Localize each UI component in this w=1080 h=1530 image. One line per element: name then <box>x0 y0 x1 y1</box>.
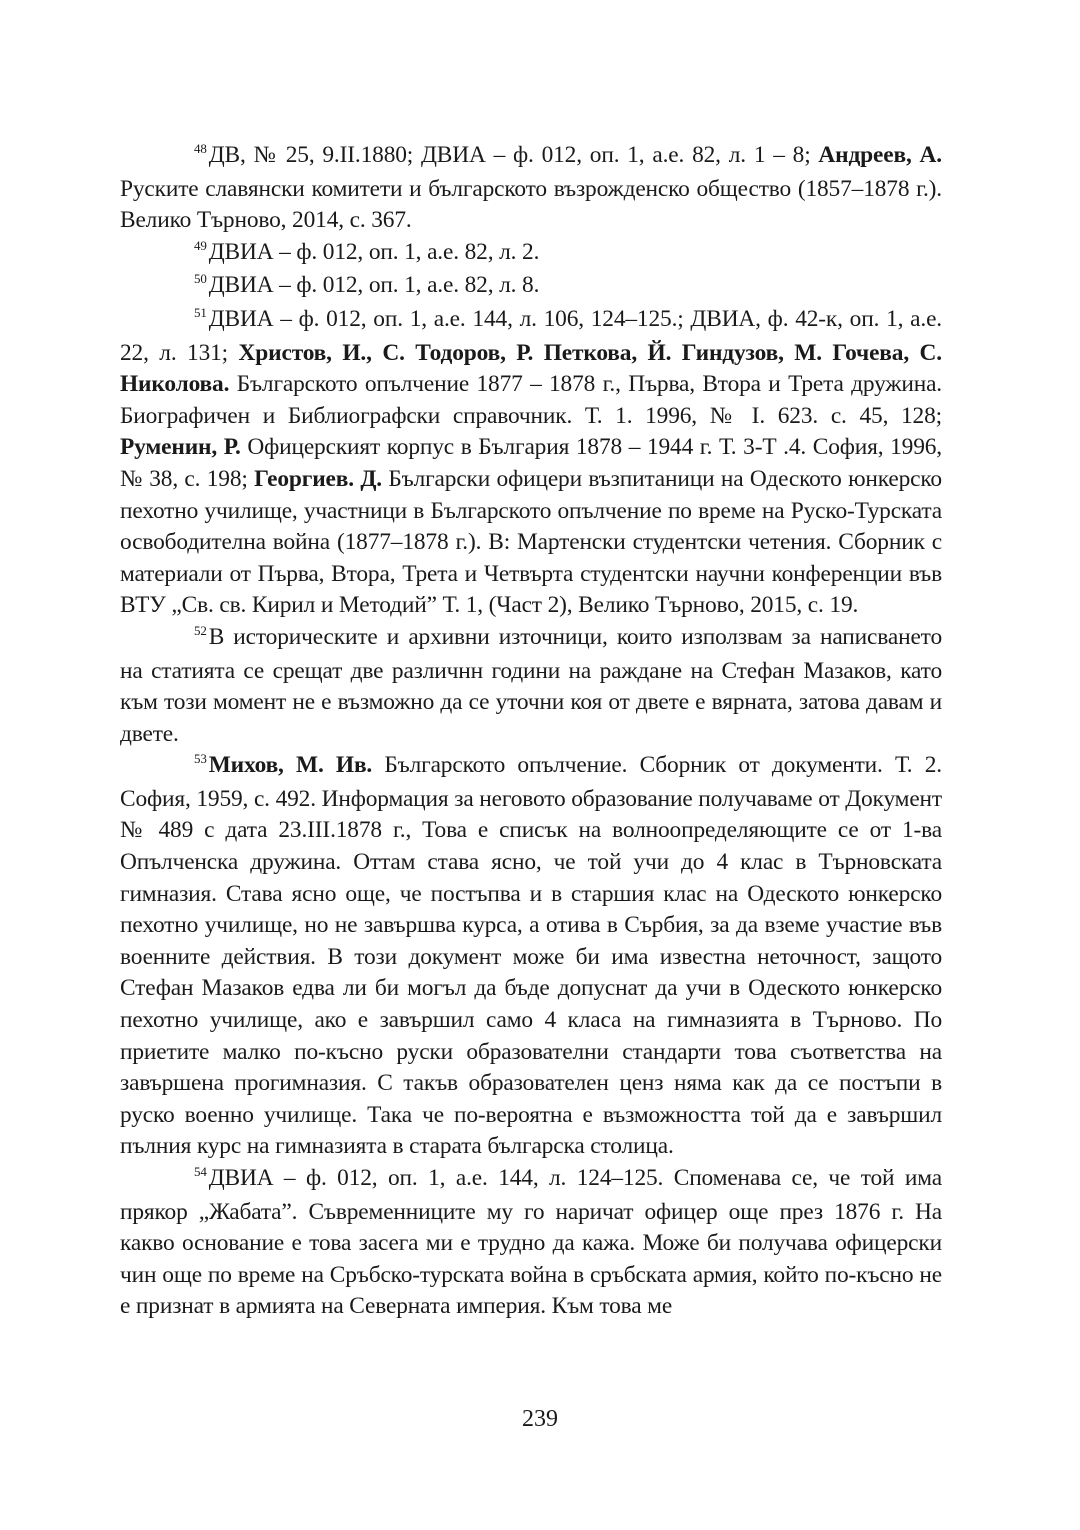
footnote-text: ДВ, № 25, 9.II.1880; ДВИА – ф. 012, оп. 1, а.е. 82, л. 1 – 8; <box>208 142 819 168</box>
footnote-53 <box>120 750 942 1163</box>
footnote-50 <box>120 270 942 304</box>
footnote-text: ДВИА – ф. 012, оп. 1, а.е. 144, л. 124–125. Споменава се, че той има прякор „Жабата”. Съвременниците му го наричат офицер още през 1876 г. На какво основание е това засега ми е трудно да кажа. Може би получава офицерски чин още по време на Сръбско-турската война в сръбската армия, който по-късно не е признат в армията на Северната империя. Към това ме <box>120 1165 942 1320</box>
footnote-52 <box>120 622 942 750</box>
footnote-author: Георгиев. Д. <box>254 465 382 492</box>
footnote-text: ДВИА – ф. 012, оп. 1, а.е. 82, л. 2. <box>208 238 540 265</box>
footnote-49 <box>120 237 942 271</box>
footnote-author: Михов, М. Ив. <box>208 752 373 779</box>
footnote-text: Офицерският корпус в България 1878 – 1944 г. Т. 3-Т .4. София, 1996, № 38, с. 198; <box>120 434 942 492</box>
footnote-author: Христов, И., С. Тодоров, Р. Петкова, Й. Гиндузов, М. Гочева, С. Николова. <box>120 339 942 398</box>
footnote-number: 51 <box>194 304 207 320</box>
footnote-text: Български офицери възпитаници на Одеското юнкерско пехотно училище, участници в Българското опълчение по време на Руско-Турската освободителна война (1877–1878 г.). В: Мартенски студентски четения. Сборник с материали от Първа, Втора, Трета и Четвърта студентски научни конференции във ВТУ „Св. св. Кирил и Методий” Т. 1, (Част 2), Велико Търново, 2015, с. 19. <box>120 465 942 619</box>
footnote-number: 49 <box>194 237 207 253</box>
footnote-author: Руменин, Р. <box>120 434 241 461</box>
page-number: 239 <box>522 1406 558 1432</box>
footnote-text: Руските славянски комитети и българското възрожденско общество (1857–1878 г.). Велико Търново, 2014, с. 367. <box>120 175 942 234</box>
footnote-number: 48 <box>194 141 207 156</box>
footnote-text: ДВИА – ф. 012, оп. 1, а.е. 82, л. 8. <box>208 272 540 299</box>
footnote-number: 54 <box>194 1164 207 1179</box>
footnote-text: Българското опълчение. Сборник от документи. Т. 2. София, 1959, с. 492. Информация за неговото образование получаваме от Документ № 489 с дата 23.III.1878 г., Това е списък на волноопределяющите се от 1-ва Опълченска дружина. Оттам става ясно, че той учи до 4 клас в Търновската гимназия. Става ясно още, че постъпва и в старшия клас на Одеското юнкерско пехотно училище, но не завършва курса, а отива в Сърбия, за да вземе участие във военните действия. В този документ може би има известна неточност, защото Стефан Мазаков едва ли би могъл да бъде допуснат да учи в Одеското юнкерско пехотно училище, ако е завършил само 4 класа на гимназията в Търново. По приетите малко по-късно руски образователни стандарти това съответства на завършена прогимназия. С такъв образователен ценз няма как да се постъпи в руско военно училище. Така че по-вероятна е възможността той да е завършил пълния курс на гимназията в старата българска столица. <box>120 752 943 1160</box>
footnote-54 <box>120 1163 942 1323</box>
footnote-author: Андреев, А. <box>818 142 942 168</box>
footnote-number: 53 <box>194 751 207 767</box>
footnote-48 <box>120 140 942 237</box>
footnote-text: ДВИА – ф. 012, оп. 1, а.е. 144, л. 106, 124–125.; ДВИА, ф. 42-к, оп. 1, а.е. 22, л. 131; <box>120 305 942 366</box>
footnote-text: Българското опълчение 1877 – 1878 г., Първа, Втора и Трета дружина. Биографичен и Библиографски справочник. Т. 1. 1996, № I. 623. с. 45, 128; <box>120 371 942 429</box>
footnote-text: В историческите и архивни източници, които използвам за написването на статията се срещат две различнн години на раждане на Стефан Мазаков, като към този момент не е възможно да се уточни коя от двете е вярната, затова давам и двете. <box>120 623 942 747</box>
footnotes-block <box>120 140 942 1323</box>
footnote-51 <box>120 304 942 622</box>
footnote-number: 52 <box>194 622 207 638</box>
footnote-number: 50 <box>194 271 207 287</box>
